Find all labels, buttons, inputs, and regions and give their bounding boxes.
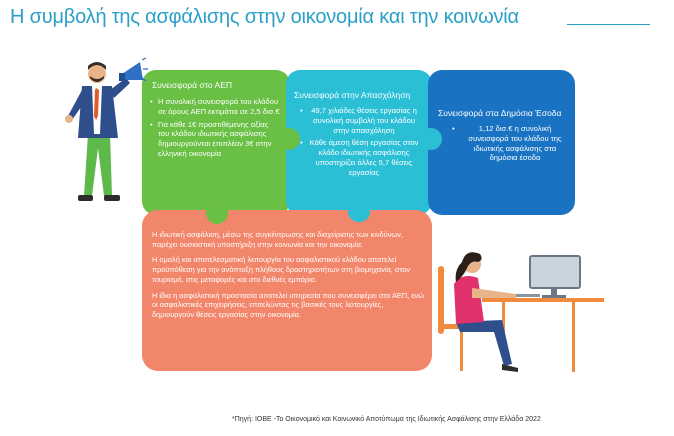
society-paragraph: Η ιδιωτική ασφάλιση, μέσω της συγκέντρωσης και διαχείρισης των κινδύνων, παρέχει ουσιαστική υποστήριξη στην κοινωνία και την οικονομία. [152, 230, 403, 249]
puzzle-knob [348, 202, 370, 222]
revenue-bullet: • 1,12 δισ.€ η συνολική συνεισφορά του κλάδου της ιδιωτικής ασφάλισης στα δημόσια έσοδα [452, 124, 570, 163]
society-paragraph: Η ίδια η ασφαλιστική προστασία αποτελεί υπηρεσία που συνεισφέρει στο ΑΕΠ, ενώ οι ασφαλιστικές επιχειρήσεις, επιτελώντας τις βασικές τους λειτουργίες, δημιουργούν θέσεις εργασίας στην οικονομία. [152, 290, 425, 319]
gdp-bullets [150, 97, 280, 162]
revenue-title: Συνεισφορά στα Δημόσια Έσοδα [438, 108, 562, 118]
society-paragraph: Η ομαλή και αποτελεσματική λειτουργία του ασφαλιστικού κλάδου αποτελεί προϋπόθεση για την ανάπτυξη πλήθους δραστηριοτήτων στη βιομηχανία, στον τουρισμό, στις μεταφορές και στο διεθνές εμπόριο. [152, 255, 411, 284]
puzzle-knob [206, 202, 228, 224]
revenue-bullets [452, 124, 570, 166]
gdp-bullet: • Η συνολική συνεισφορά του κλάδου σε όρους ΑΕΠ εκτιμάται σε 2,5 δισ.€ [150, 97, 280, 117]
man-with-megaphone-illustration [48, 56, 148, 216]
page-title: Η συμβολή της ασφάλισης στην οικονομία και την κοινωνία [10, 6, 519, 28]
puzzle-knob [278, 128, 300, 150]
employment-bullet: • 49,7 χιλιάδες θέσεις εργασίας η συνολική συμβολή του κλάδου στην απασχόληση [300, 106, 420, 135]
gdp-title: Συνεισφορά στο ΑΕΠ [152, 80, 233, 90]
society-text [152, 230, 424, 326]
employment-title: Συνεισφορά στην Απασχόληση [294, 90, 411, 100]
employment-bullet: • Κάθε άμεση θέση εργασίας στον κλάδο ιδιωτικής ασφάλισης υποστηρίζει άλλες 5,7 θέσεις εργασίας [300, 138, 420, 177]
source-note: *Πηγή: ΙΟΒΕ -Το Οικονομικό και Κοινωνικό Αποτύπωμα της Ιδιωτικής Ασφάλισης στην Ελλάδα 2022 [232, 416, 541, 423]
employment-bullets [300, 106, 420, 181]
puzzle-knob [420, 128, 442, 150]
gdp-bullet: • Για κάθε 1€ προστιθέμενης αξίας του κλάδου ιδιωτικής ασφάλισης δημιουργούνται επιπλέον 3€ στην ελληνική οικονομία [150, 120, 280, 159]
title-underline [567, 24, 650, 25]
woman-at-computer-illustration [432, 232, 612, 382]
